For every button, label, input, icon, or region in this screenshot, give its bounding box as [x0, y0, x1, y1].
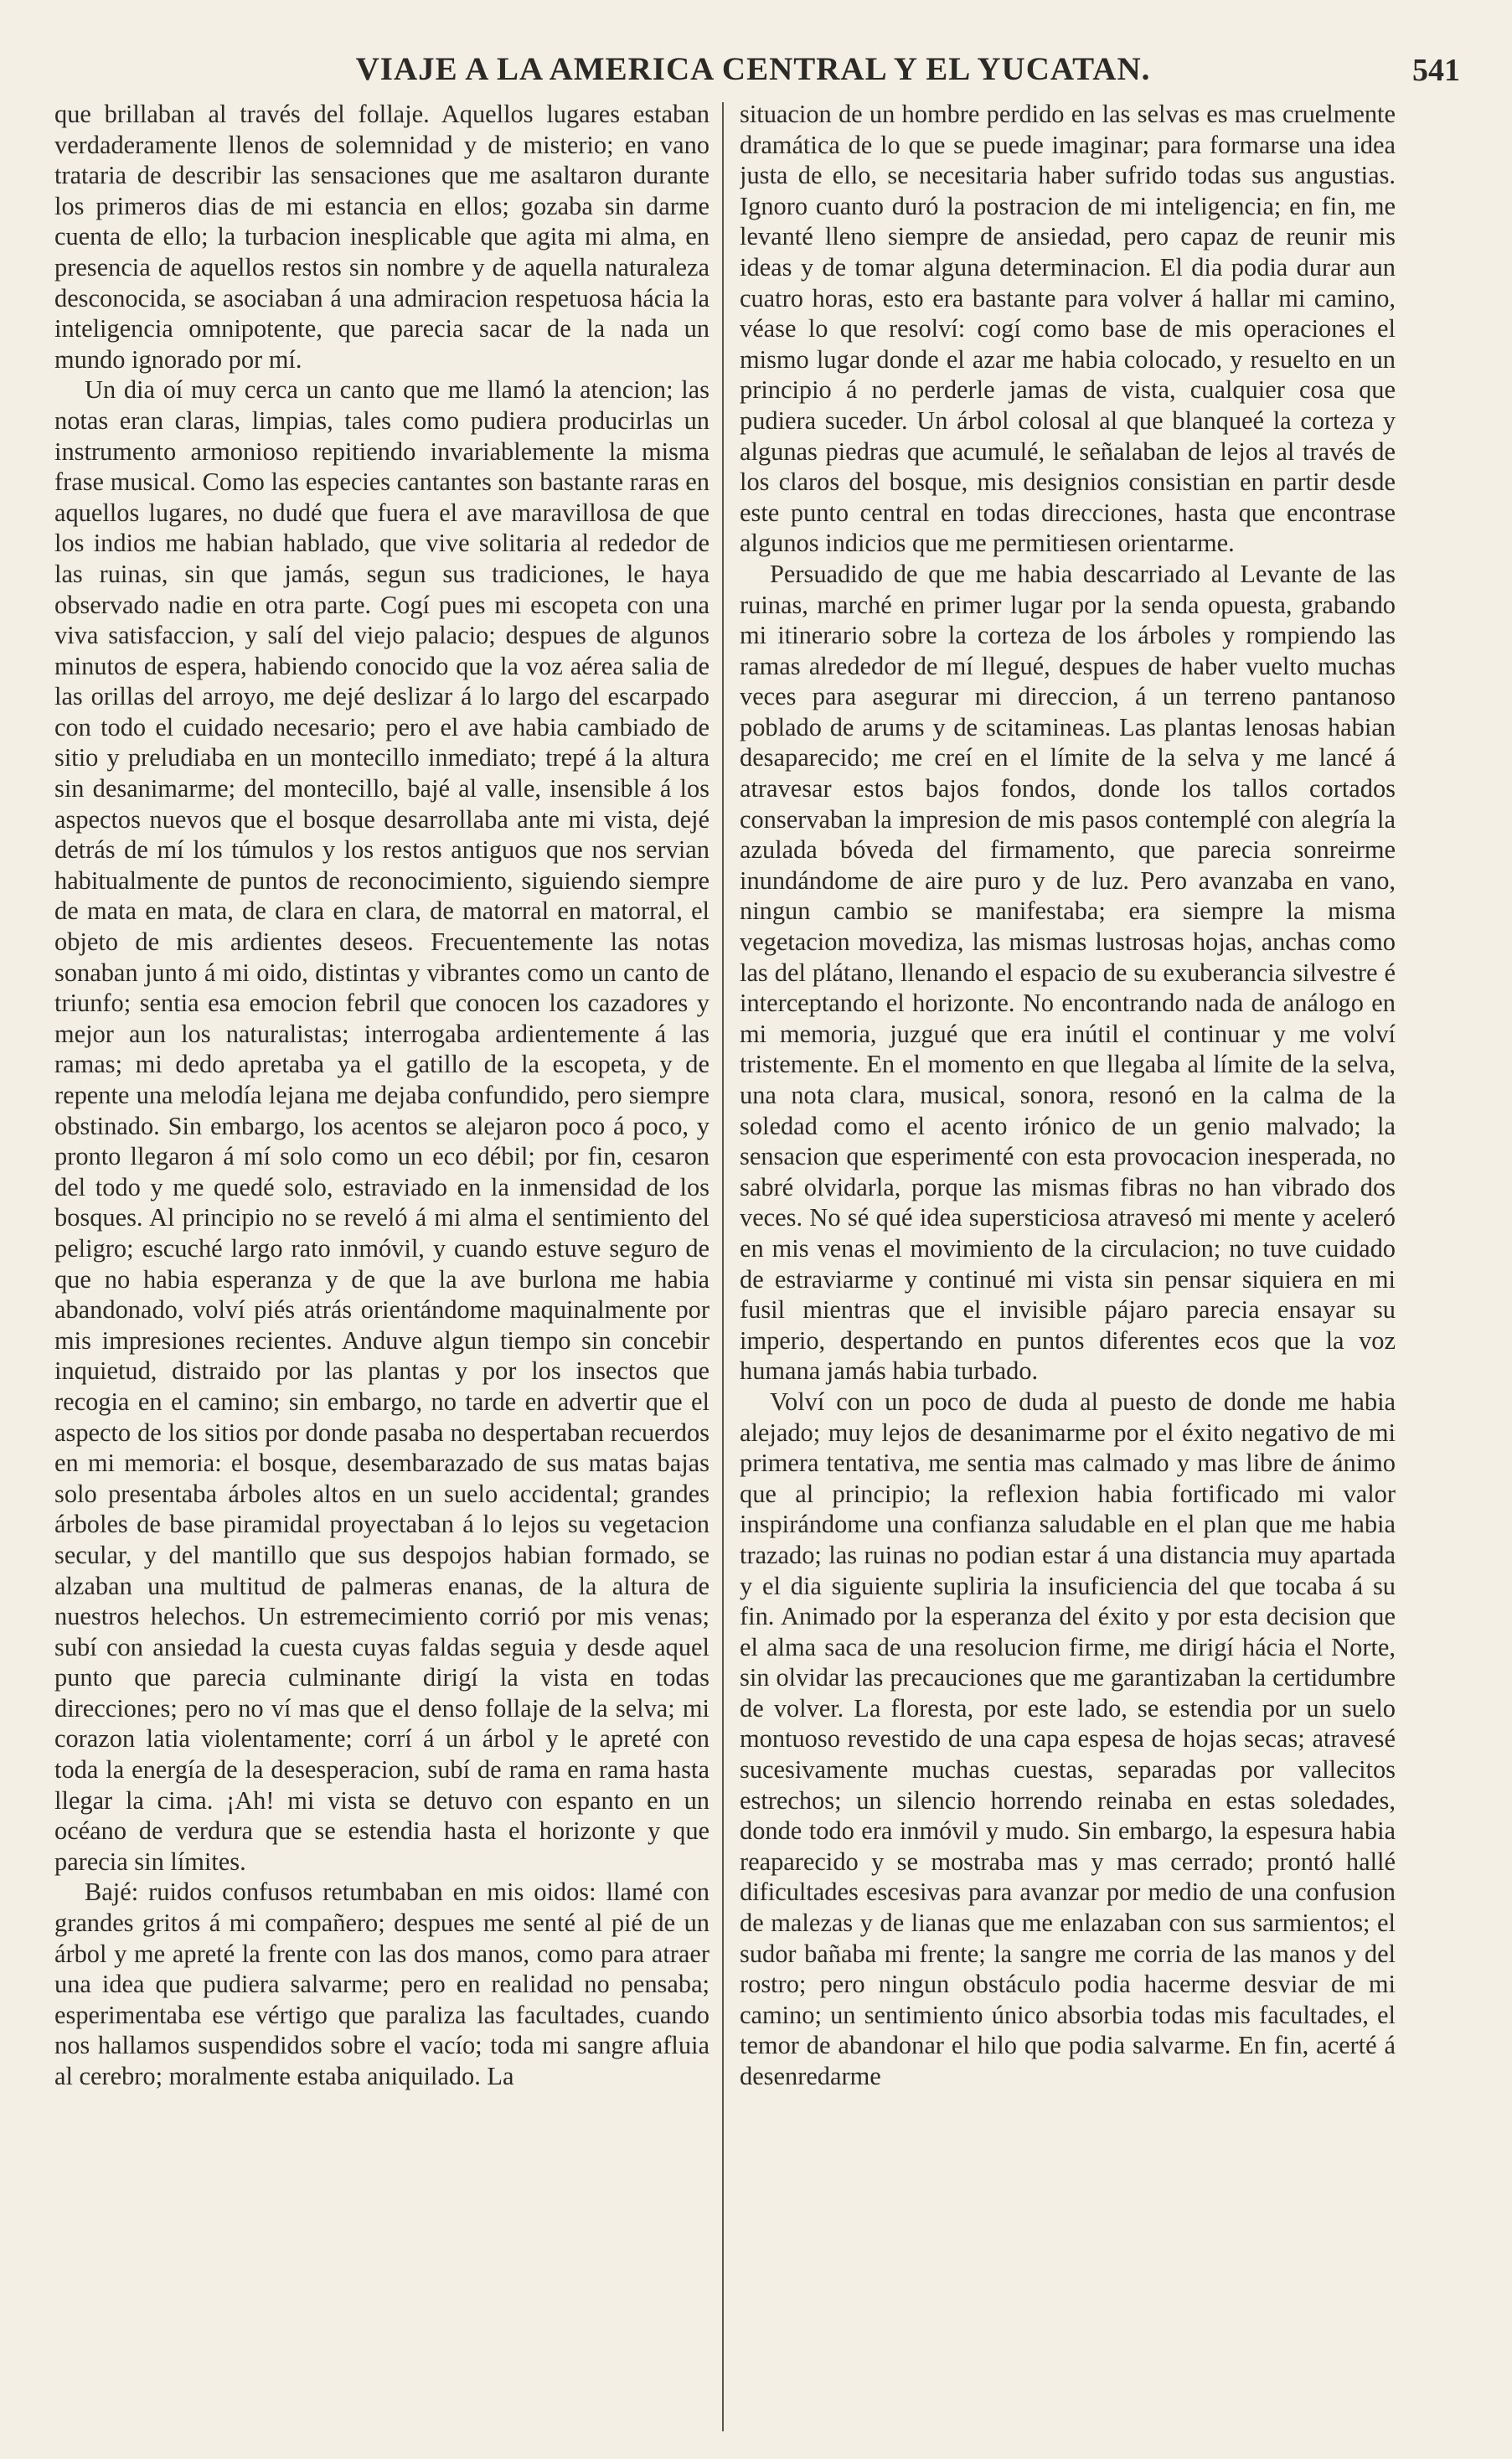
- paragraph: Persuadido de que me habia descarriado al Levante de las ruinas, marché en primer lugar por la senda opuesta, grabando mi itinerario sobre la corteza de los árboles y rompiendo las ramas alrededor de mí llegué, despues de haber vuelto muchas veces para asegurar mi direccion, á un terreno pantanoso poblado de arums y de scitamineas. Las plantas lenosas habian desaparecido; me creí en el límite de la selva y me lancé á atravesar estos bajos fondos, donde los tallos cortados conservaban la impresion de mis pasos contemplé con alegría la azulada bóveda del firmamento, que parecia sonreirme inundándome de aire puro y de luz. Pero avanzaba en vano, ningun cambio se manifestaba; era siempre la misma vegetacion movediza, las mismas lustrosas hojas, anchas como las del plátano, llenando el espacio de su exuberancia silvestre é interceptando el horizonte. No encontrando nada de análogo en mi memoria, juzgué que era inútil el continuar y me volví tristemente. En el momento en que llegaba al límite de la selva, una nota clara, musical, sonora, resonó en la calma de la soledad como el acento irónico de un genio malvado; la sensacion que esperimenté con esta provocacion inesperada, no sabré olvidarla, porque las mismas fibras no han vibrado dos veces. No sé qué idea supersticiosa atravesó mi mente y aceleró en mis venas el movimiento de la circulacion; no tuve cuidado de estraviarme y continué mi vista sin pensar siquiera en mi fusil mientras que el invisible pájaro parecia ensayar su imperio, despertando en puntos diferentes ecos que la voz humana jamás habia turbado.: [740, 559, 1396, 1386]
- paragraph: Un dia oí muy cerca un canto que me llamó la atencion; las notas eran claras, limpias, tales como pudiera producirlas un instrumento armonioso repitiendo invariablemente la misma frase musical. Como las especies cantantes son bastante raras en aquellos lugares, no dudé que fuera el ave maravillosa de que los indios me habian hablado, que vive solitaria al rededor de las ruinas, sin que jamás, segun sus tradiciones, le haya observado nadie en otra parte. Cogí pues mi escopeta con una viva satisfaccion, y salí del viejo palacio; despues de algunos minutos de espera, habiendo conocido que la voz aérea salia de las orillas del arroyo, me dejé deslizar á lo largo del escarpado con todo el cuidado necesario; pero el ave habia cambiado de sitio y preludiaba en un montecillo inmediato; trepé á la altura sin desanimarme; del montecillo, bajé al valle, insensible á los aspectos nuevos que el bosque desarrollaba ante mi vista, dejé detrás de mí los túmulos y los restos antiguos que nos servian habitualmente de puntos de reconocimiento, siguiendo siempre de mata en mata, de clara en clara, de matorral en matorral, el objeto de mis ardientes deseos. Frecuentemente las notas sonaban junto á mi oido, distintas y vibrantes como un canto de triunfo; sentia esa emocion febril que conocen los cazadores y mejor aun los naturalistas; interrogaba ardientemente á las ramas; mi dedo apretaba ya el gatillo de la escopeta, y de repente una melodía lejana me dejaba confundido, pero siempre obstinado. Sin embargo, los acentos se alejaron poco á poco, y pronto llegaron á mí solo como un eco débil; por fin, cesaron del todo y me quedé solo, estraviado en la inmensidad de los bosques. Al principio no se reveló á mi alma el sentimiento del peligro; escuché largo rato inmóvil, y cuando estuve seguro de que no habia esperanza y de que la ave burlona me habia abandonado, volví piés atrás orientándome maquinalmente por mis impresiones recientes. Anduve algun tiempo sin concebir inquietud, distraido por las plantas y por los insectos que recogia en el camino; sin embargo, no tarde en advertir que el aspecto de los sitios por donde pasaba no despertaban recuerdos en mi memoria: el bosque, desembarazado de sus matas bajas solo presentaba árboles altos en un suelo accidental; grandes árboles de base piramidal proyectaban á lo lejos su vegetacion secular, y del mantillo que sus despojos habian formado, se alzaban una multitud de palmeras enanas, de la altura de nuestros helechos. Un estremecimiento corrió por mis venas; subí con ansiedad la cuesta cuyas faldas seguia y desde aquel punto que parecia culminante dirigí la vista en todas direcciones; pero no ví mas que el denso follaje de la selva; mi corazon latia violentamente; corrí á un árbol y le apreté con toda la energía de la desesperacion, subí de rama en rama hasta llegar la cima. ¡Ah! mi vista se detuvo con espanto en un océano de verdura que se estendia hasta el horizonte y que parecia sin límites.: [54, 375, 710, 1876]
- paragraph: que brillaban al través del follaje. Aquellos lugares estaban verdaderamente llenos de solemnidad y de misterio; en vano trataria de describir las sensaciones que me asaltaron durante los primeros dias de mi estancia en ellos; gozaba sin darme cuenta de ello; la turbacion inesplicable que agita mi alma, en presencia de aquellos restos sin nombre y de aquella naturaleza desconocida, se asociaban á una admiracion respetuosa hácia la inteligencia omnipotente, que parecia sacar de la nada un mundo ignorado por mí.: [54, 100, 710, 374]
- running-header: [46, 44, 1460, 96]
- paragraph: Volví con un poco de duda al puesto de donde me habia alejado; muy lejos de desanimarme por el éxito negativo de mi primera tentativa, me sentia mas calmado y mas libre de ánimo que al principio; la reflexion habia fortificado mi valor inspirándome una confianza saludable en el plan que me habia trazado; las ruinas no podian estar á una distancia muy apartada y el dia siguiente supliria la insuficiencia del que tocaba á su fin. Animado por la esperanza del éxito y por esta decision que el alma saca de una resolucion firme, me dirigí hácia el Norte, sin olvidar las precauciones que me garantizaban la certidumbre de volver. La floresta, por este lado, se estendia por un suelo montuoso revestido de una capa espesa de hojas secas; atravesé sucesivamente muchas cuestas, separadas por vallecitos estrechos; un silencio horrendo reinaba en estas soledades, donde todo era inmóvil y mudo. Sin embargo, la espesura habia reaparecido y se mostraba mas y mas cerrado; prontó hallé dificultades escesivas para avanzar por medio de una confusion de malezas y de lianas que me enlazaban con sus sarmientos; el sudor bañaba mi frente; la sangre me corria de las manos y del rostro; pero ningun obstáculo podia hacerme desviar de mi camino; un sentimiento único absorbia todas mis facultades, el temor de abandonar el hilo que podia salvarme. En fin, acerté á desenredarme: [740, 1387, 1396, 2090]
- page-number: 541: [1412, 53, 1460, 88]
- running-title: VIAJE A LA AMERICA CENTRAL Y EL YUCATAN.: [355, 51, 1151, 87]
- column-divider: [722, 102, 724, 2431]
- right-column: [740, 99, 1396, 2436]
- paragraph: Bajé: ruidos confusos retumbaban en mis oidos: llamé con grandes gritos á mi compañero; despues me senté al pié de un árbol y me apreté la frente con las dos manos, como para atraer una idea que pudiera salvarme; pero en realidad no pensaba; esperimentaba ese vértigo que paraliza las facultades, cuando nos hallamos suspendidos sobre el vacío; toda mi sangre afluia al cerebro; moralmente estaba aniquilado. La: [54, 1878, 710, 2090]
- paragraph: situacion de un hombre perdido en las selvas es mas cruelmente dramática de lo que se puede imaginar; para formarse una idea justa de ello, se necesitaria haber sufrido todas sus angustias. Ignoro cuanto duró la postracion de mi inteligencia; en fin, me levanté lleno siempre de ansiedad, pero capaz de reunir mis ideas y de tomar alguna determinacion. El dia podia durar aun cuatro horas, esto era bastante para volver á hallar mi camino, véase lo que resolví: cogí como base de mis operaciones el mismo lugar donde el azar me habia colocado, y resuelto en un principio á no perderle jamas de vista, cualquier cosa que pudiera suceder. Un árbol colosal al que blanqueé la corteza y algunas piedras que acumulé, le señalaban de lejos al través de los claros del bosque, mis designios consistian en partir desde este punto central en todas direcciones, hasta que encontrase algunos indicios que me permitiesen orientarme.: [740, 100, 1396, 558]
- left-column: [54, 99, 710, 2436]
